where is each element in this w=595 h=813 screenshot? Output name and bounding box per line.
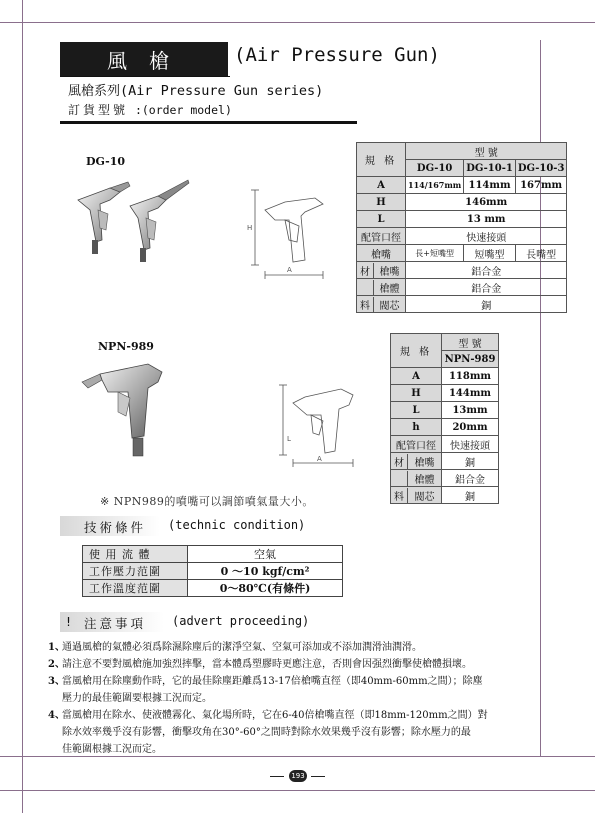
- dg10-row-l-label: L: [357, 211, 406, 228]
- npn989-spec-header: 規 格: [391, 334, 442, 368]
- dg10-material-cell-2: [357, 279, 406, 296]
- advert-item-4-line-2: 除水效率幾乎沒有影響，衝擊攻角在30°-60°之間時對除水效果幾乎沒有影響；除水壓力的最: [62, 727, 471, 738]
- dg10-material-cell-3: [357, 296, 406, 313]
- dg10-model-3: DG-10-3: [515, 160, 567, 177]
- npn989-dimension-drawing: [275, 375, 370, 470]
- npn989-row-1-label: A: [391, 368, 442, 385]
- dg10-row-nozzle-value-2: 短嘴型: [464, 245, 516, 262]
- dg10-row-port-label: 配管口徑: [357, 228, 406, 245]
- npn989-row-port-value: 快速接頭: [442, 436, 499, 453]
- advert-mark: !: [66, 614, 75, 629]
- dg10-material-label-bottom: 料: [357, 297, 374, 312]
- advert-item-4-number: 4、: [48, 710, 65, 721]
- npn989-label: NPN-989: [98, 340, 154, 353]
- dg10-gun-right-image: [130, 180, 189, 262]
- dg10-row-h-label: H: [357, 194, 406, 211]
- svg-text:A: A: [317, 455, 322, 463]
- npn989-row-1-value: 118mm: [442, 368, 499, 385]
- advert-item-1-line-1: 通過風槍的氣體必須爲除濕除塵后的潔淨空氣、空氣可添加或不添加潤滑油潤滑。: [62, 642, 422, 653]
- technic-row-2-label: 工作壓力范圍: [83, 563, 188, 580]
- npn989-gun-image: [82, 364, 162, 456]
- dg10-row-nozzle-label: 槍嘴: [357, 245, 406, 262]
- order-model-heading: [68, 101, 232, 118]
- dg10-material-label-top: 材: [357, 263, 374, 278]
- npn989-row-4-value: 20mm: [442, 419, 499, 436]
- npn989-material-cell-1: [391, 453, 442, 470]
- technic-row-3-label: 工作溫度范圍: [83, 580, 188, 597]
- advert-item-4-line-3: 佳範圍根據工況而定。: [62, 744, 162, 755]
- dg10-row-a-label: A: [357, 177, 406, 194]
- npn989-material-item-1-value: 銅: [442, 453, 499, 470]
- advert-title-zh: 注意事項: [84, 616, 147, 631]
- frame-line-top: [0, 22, 595, 23]
- advert-title-en: (advert proceeding): [172, 614, 310, 628]
- order-en: :(order model): [128, 103, 232, 117]
- series-en: (Air Pressure Gun series): [120, 83, 324, 99]
- technic-row-2-value: 0 ～10 kgf/cm²: [188, 563, 343, 580]
- npn989-row-4-label: h: [391, 419, 442, 436]
- dg10-material-item-3-label: 閥芯: [379, 300, 400, 312]
- page-number: 193: [289, 770, 307, 782]
- dg10-row-h-value: 146mm: [406, 194, 567, 211]
- dg10-dimension-drawing: [245, 180, 345, 280]
- npn989-material-item-2-label: 槍體: [414, 474, 435, 486]
- npn989-model: NPN-989: [442, 351, 499, 368]
- npn989-row-port-label: 配管口徑: [391, 436, 442, 453]
- svg-text:L: L: [287, 435, 291, 443]
- svg-text:A: A: [287, 266, 292, 274]
- technic-table: [82, 545, 343, 597]
- npn989-material-item-3-label: 閥芯: [414, 491, 435, 503]
- dg10-row-a-value-3: 167mm: [515, 177, 567, 194]
- dg10-spec-table: [356, 142, 567, 313]
- page-title-zh: 風槍: [107, 48, 191, 73]
- npn989-row-2-value: 144mm: [442, 385, 499, 402]
- advert-item-1: [48, 639, 538, 656]
- npn989-material-label-top: 材: [391, 454, 408, 469]
- svg-text:H: H: [247, 224, 253, 232]
- npn989-note: ※ NPN989的噴嘴可以調節噴氣量大小。: [100, 495, 314, 508]
- dg10-row-l-value: 13 mm: [406, 211, 567, 228]
- npn989-material-label-bottom: 料: [391, 488, 408, 503]
- advert-item-1-number: 1、: [48, 642, 65, 653]
- dg10-material-item-2-value: 鋁合金: [406, 279, 567, 296]
- npn989-material-cell-3: [391, 487, 442, 504]
- technic-title-en: (technic condition): [168, 518, 306, 532]
- npn989-material-item-1-label: 槍嘴: [414, 457, 435, 469]
- dg10-material-cell-1: [357, 262, 406, 279]
- dg10-material-item-2-label: 槍體: [379, 283, 400, 295]
- advert-item-4-line-1: 當風槍用在除水、使液體霧化、氣化場所時，它在6-40倍槍嘴直徑（即18mm-120mm之間）對: [62, 710, 488, 721]
- dg10-photo: [70, 170, 190, 270]
- dg10-label: DG-10: [86, 155, 126, 168]
- dg10-row-nozzle-value-1: 長+短嘴型: [406, 245, 464, 262]
- advert-item-2-line-1: 請注意不要對風槍施加強烈摔擊，當本體爲塑膠時更應注意，否則會因强烈衝擊使槍體損壞。: [62, 659, 472, 670]
- frame-line-left: [22, 0, 23, 813]
- dg10-row-port-value: 快速接頭: [406, 228, 567, 245]
- page-number-line-right: [311, 776, 325, 777]
- order-zh: 訂貨型號: [68, 103, 129, 117]
- series-heading: [68, 80, 323, 99]
- dg10-material-item-1-value: 鋁合金: [406, 262, 567, 279]
- advert-item-3-line-1: 當風槍用在除塵動作時，它的最佳除塵距離爲13-17倍槍嘴直徑（即40mm-60mm之間）；除塵: [62, 676, 483, 687]
- technic-row-3-value: 0～80℃(有條件): [188, 580, 343, 597]
- npn989-photo: [78, 352, 178, 462]
- page-title-en: (Air Pressure Gun): [234, 44, 440, 66]
- npn989-row-3-value: 13mm: [442, 402, 499, 419]
- page-title-box: [60, 42, 228, 76]
- page-number-line-left: [270, 776, 284, 777]
- dg10-material-item-1-label: 槍嘴: [379, 266, 400, 278]
- technic-row-1-value: 空氣: [188, 546, 343, 563]
- npn989-model-header: 型 號: [442, 334, 499, 351]
- npn989-row-2-label: H: [391, 385, 442, 402]
- advert-item-3-line-2: 壓力的最佳範圍要根據工況而定。: [62, 693, 212, 704]
- technic-row-1-label: 使 用 流 體: [83, 546, 188, 563]
- npn989-row-3-label: L: [391, 402, 442, 419]
- technic-title-zh: 技術條件: [84, 520, 147, 535]
- npn989-spec-table: [390, 333, 499, 504]
- npn989-material-item-2-value: 鋁合金: [442, 470, 499, 487]
- advert-item-3-number: 3、: [48, 676, 65, 687]
- dg10-model-2: DG-10-1: [464, 160, 516, 177]
- dg10-model-1: DG-10: [406, 160, 464, 177]
- dg10-row-a-value-2: 114mm: [464, 177, 516, 194]
- dg10-row-nozzle-value-3: 長嘴型: [515, 245, 567, 262]
- series-zh: 風槍系列: [68, 84, 121, 99]
- dg10-spec-header: 規 格: [357, 143, 406, 177]
- title-underline: [60, 76, 230, 77]
- dg10-model-header: 型 號: [406, 143, 567, 160]
- npn989-material-cell-2: [391, 470, 442, 487]
- npn989-material-item-3-value: 銅: [442, 487, 499, 504]
- dg10-row-a-value-1: 114/167mm: [406, 177, 464, 194]
- advert-item-3: [48, 673, 538, 707]
- advert-item-2-number: 2、: [48, 659, 65, 670]
- advert-item-2: [48, 656, 538, 673]
- dg10-material-item-3-value: 銅: [406, 296, 567, 313]
- dg10-gun-left-image: [78, 182, 130, 254]
- frame-line-bottom: [0, 790, 595, 791]
- heading-rule: [60, 121, 357, 124]
- advert-item-4: [48, 707, 538, 758]
